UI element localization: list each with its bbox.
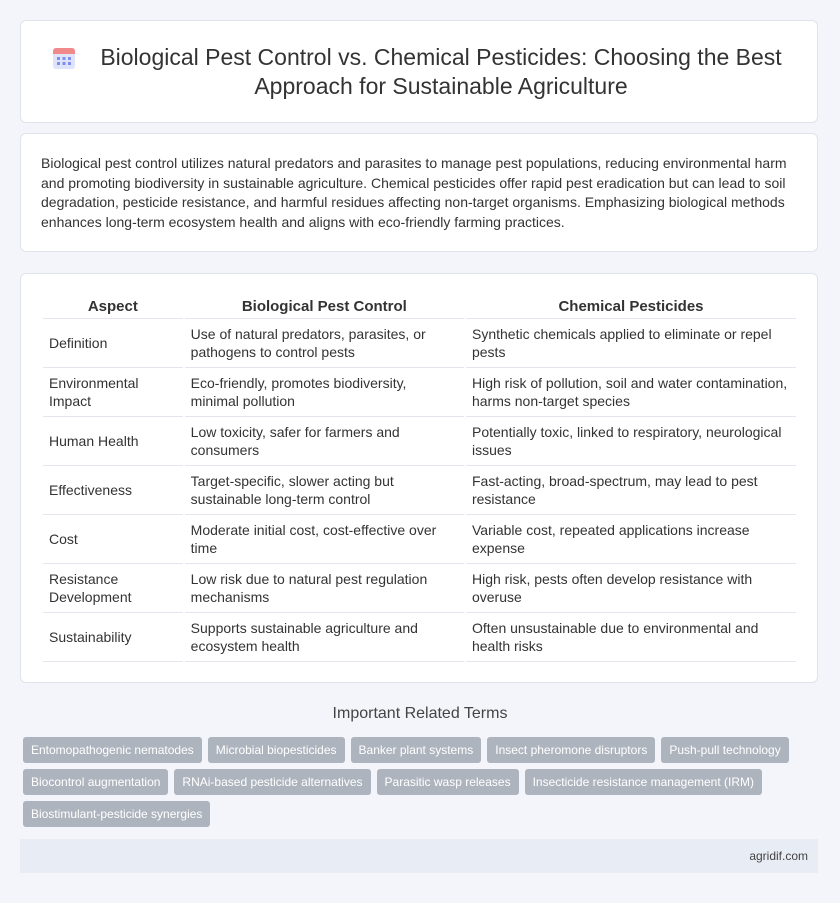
table-cell: Target-specific, slower acting but sustainable long-term control — [185, 466, 464, 515]
footer-site-link[interactable]: agridif.com — [749, 849, 808, 863]
table-row — [43, 417, 796, 466]
table-cell: Potentially toxic, linked to respiratory, neurological issues — [466, 417, 796, 466]
related-terms-title: Important Related Terms — [332, 705, 508, 722]
table-header-row — [43, 298, 796, 319]
comparison-card — [20, 273, 818, 683]
term-tag[interactable]: Insecticide resistance management (IRM) — [525, 769, 762, 795]
calendar-grid-icon — [51, 45, 77, 71]
term-tag[interactable]: Push-pull technology — [661, 737, 788, 763]
header-biological: Biological Pest Control — [185, 298, 464, 319]
term-tag[interactable]: Biocontrol augmentation — [23, 769, 168, 795]
header-chemical: Chemical Pesticides — [466, 298, 796, 319]
page-title: Biological Pest Control vs. Chemical Pesticides: Choosing the Best Approach for Sustainable Agriculture — [100, 43, 782, 99]
term-tag[interactable]: Microbial biopesticides — [208, 737, 345, 763]
table-cell: Eco-friendly, promotes biodiversity, minimal pollution — [185, 368, 464, 417]
table-cell: Environmental Impact — [43, 368, 183, 417]
term-tag[interactable]: Parasitic wasp releases — [377, 769, 519, 795]
table-row — [43, 319, 796, 368]
table-cell: Cost — [43, 515, 183, 564]
table-cell: Use of natural predators, parasites, or pathogens to control pests — [185, 319, 464, 368]
table-cell: High risk, pests often develop resistance with overuse — [466, 564, 796, 613]
table-cell: Often unsustainable due to environmental and health risks — [466, 613, 796, 662]
term-tag[interactable]: RNAi-based pesticide alternatives — [174, 769, 370, 795]
header-aspect: Aspect — [43, 298, 183, 319]
table-row — [43, 466, 796, 515]
table-cell: Resistance Development — [43, 564, 183, 613]
table-cell: Effectiveness — [43, 466, 183, 515]
table-cell: Low toxicity, safer for farmers and consumers — [185, 417, 464, 466]
table-cell: Synthetic chemicals applied to eliminate or repel pests — [466, 319, 796, 368]
table-row — [43, 515, 796, 564]
table-cell: Fast-acting, broad-spectrum, may lead to pest resistance — [466, 466, 796, 515]
table-cell: High risk of pollution, soil and water contamination, harms non-target species — [466, 368, 796, 417]
intro-paragraph: Biological pest control utilizes natural predators and parasites to manage pest populations, reducing environmental harm and promoting biodiversity in sustainable agriculture. Chemical pesticides offer rapid pest eradication but can lead to soil degradation, pesticide resistance, and harmful residues affecting non-target organisms. Emphasizing biological methods enhances long-term ecosystem health and aligns with eco-friendly farming practices. — [41, 155, 787, 230]
table-cell: Human Health — [43, 417, 183, 466]
table-cell: Variable cost, repeated applications increase expense — [466, 515, 796, 564]
intro-card — [20, 133, 818, 252]
title-card — [20, 20, 818, 123]
table-cell: Supports sustainable agriculture and ecosystem health — [185, 613, 464, 662]
footer — [20, 839, 818, 873]
term-tag[interactable]: Entomopathogenic nematodes — [23, 737, 202, 763]
table-row — [43, 564, 796, 613]
table-row — [43, 613, 796, 662]
term-tag[interactable]: Biostimulant-pesticide synergies — [23, 801, 210, 827]
table-cell: Low risk due to natural pest regulation mechanisms — [185, 564, 464, 613]
table-cell: Definition — [43, 319, 183, 368]
table-row — [43, 368, 796, 417]
term-tag[interactable]: Insect pheromone disruptors — [487, 737, 655, 763]
related-terms-list — [23, 737, 823, 827]
term-tag[interactable]: Banker plant systems — [351, 737, 482, 763]
table-cell: Sustainability — [43, 613, 183, 662]
table-cell: Moderate initial cost, cost-effective over time — [185, 515, 464, 564]
comparison-table — [41, 298, 798, 662]
